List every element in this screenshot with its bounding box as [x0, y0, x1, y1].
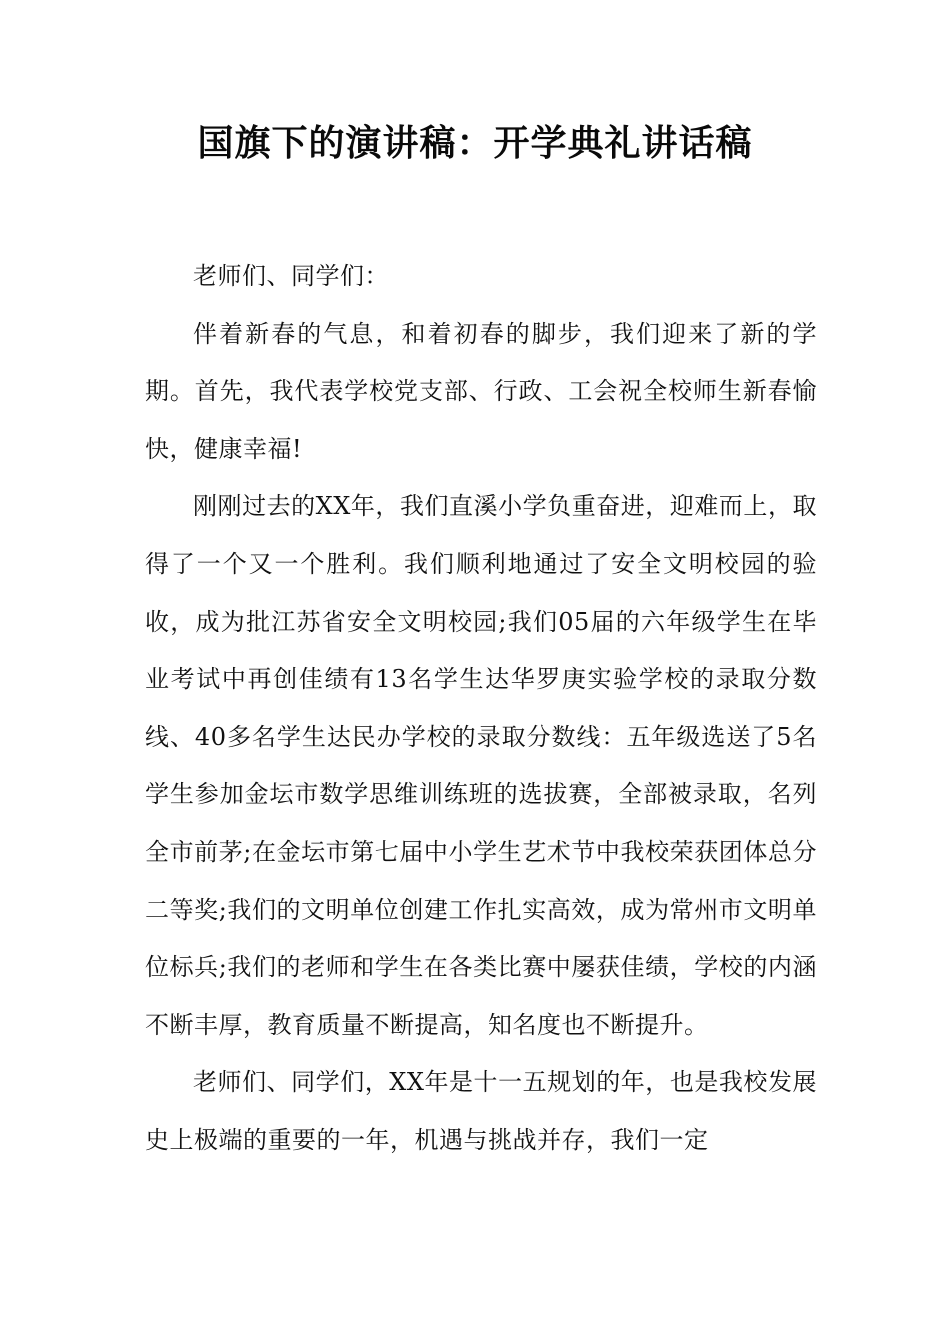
- paragraph-achievements: 刚刚过去的XX年，我们直溪小学负重奋进，迎难而上，取得了一个又一个胜利。我们顺利地通过了安全文明校园的验收，成为批江苏省安全文明校园;我们05届的六年级学生在毕业考试中再创佳绩有13名学生达华罗庚实验学校的录取分数线、40多名学生达民办学校的录取分数线：五年级选送了5名学生参加金坛市数学思维训练班的选拔赛，全部被录取，名列全市前茅;在金坛市第七届中小学生艺术节中我校荣获团体总分二等奖;我们的文明单位创建工作扎实高效，成为常州市文明单位标兵;我们的老师和学生在各类比赛中屡获佳绩，学校的内涵不断丰厚，教育质量不断提高，知名度也不断提升。: [145, 492, 817, 1039]
- paragraph-new-semester: 伴着新春的气息，和着初春的脚步，我们迎来了新的学期。首先，我代表学校党支部、行政、工会祝全校师生新春愉快，健康幸福!: [145, 319, 817, 463]
- speech-body: [145, 248, 817, 1170]
- page-title: 国旗下的演讲稿：开学典礼讲话稿: [197, 123, 753, 164]
- greeting-paragraph: 老师们、同学们：: [193, 262, 389, 290]
- paragraph-new-year-plan: 老师们、同学们，XX年是十一五规划的年，也是我校发展史上极端的重要的一年，机遇与挑战并存，我们一定: [145, 1068, 817, 1154]
